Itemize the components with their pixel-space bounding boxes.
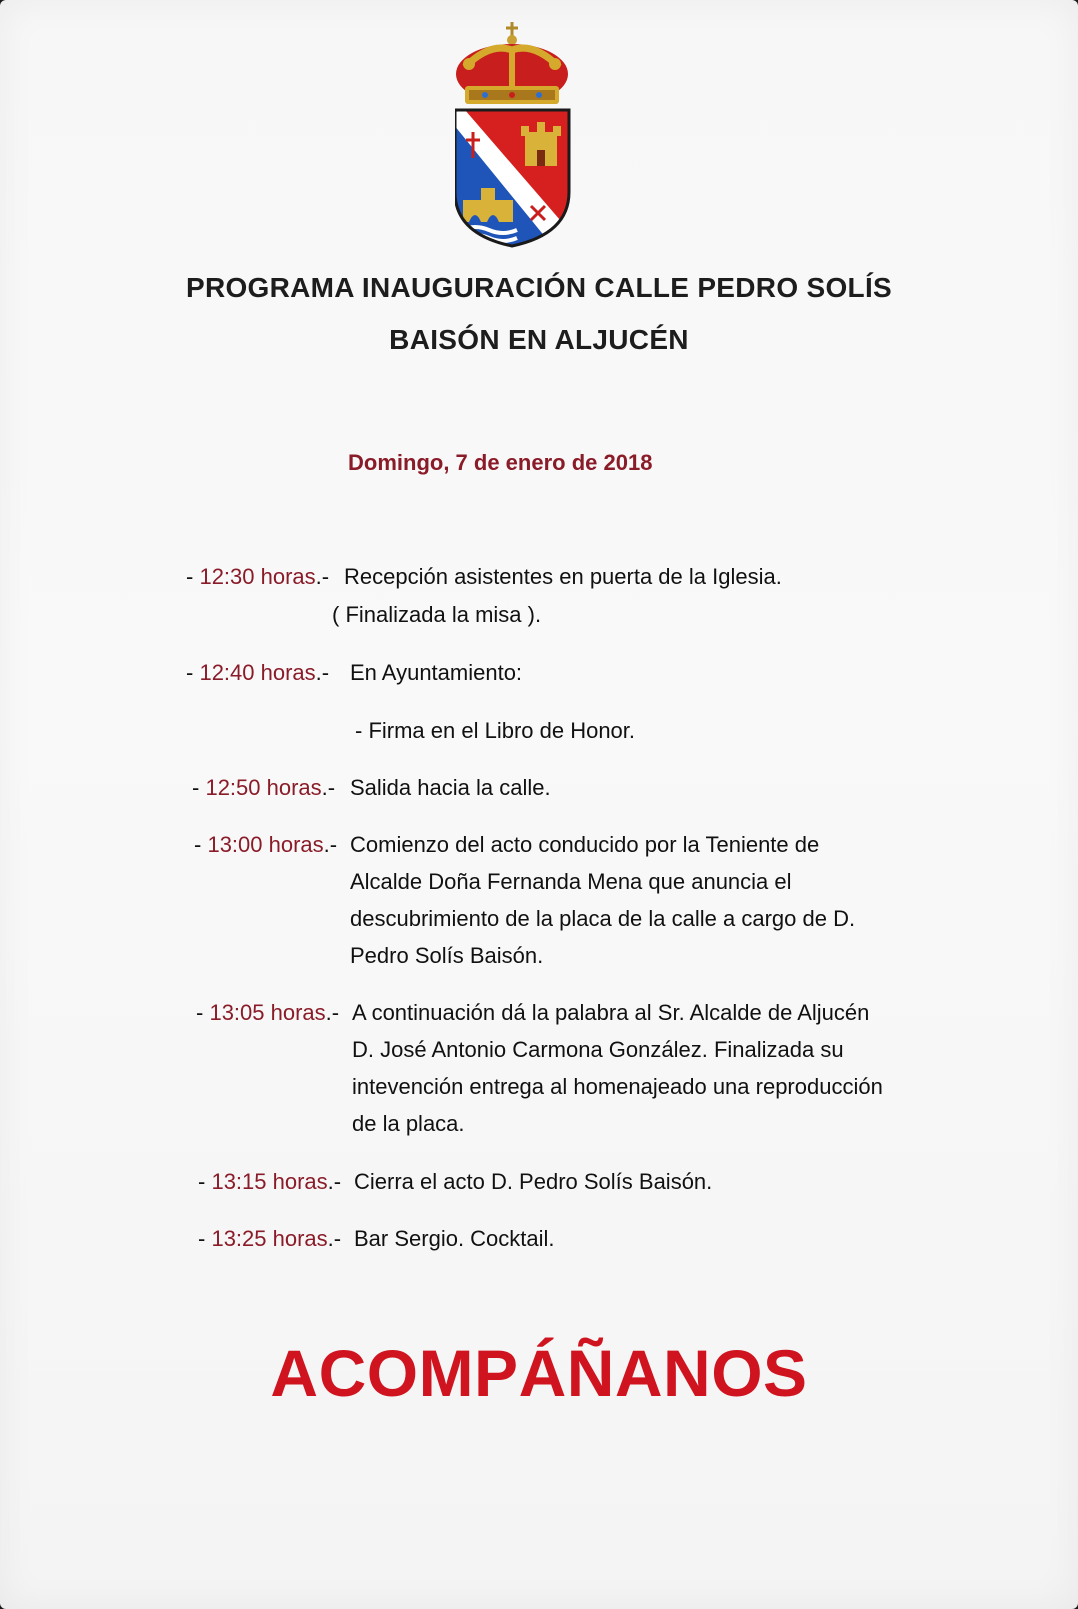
coat-of-arms-icon bbox=[455, 22, 585, 254]
schedule-time: - 12:40 horas.- bbox=[186, 660, 330, 685]
schedule-time: - 13:15 horas.- bbox=[198, 1169, 342, 1194]
schedule-item bbox=[350, 654, 522, 691]
schedule-hour: 12:50 horas bbox=[205, 775, 322, 800]
schedule-hour: 13:05 horas bbox=[209, 1000, 326, 1025]
schedule-item bbox=[350, 826, 855, 974]
schedule-line: Pedro Solís Baisón. bbox=[350, 943, 544, 968]
schedule-line: ( Finalizada la misa ). bbox=[332, 602, 542, 627]
schedule-item bbox=[355, 712, 635, 749]
schedule-item bbox=[352, 994, 883, 1142]
invitation-heading: ACOMPÁÑANOS bbox=[270, 1336, 808, 1410]
schedule-line: D. José Antonio Carmona González. Finalizada su bbox=[352, 1037, 844, 1062]
schedule-item bbox=[332, 596, 541, 633]
schedule-line: Salida hacia la calle. bbox=[350, 775, 551, 800]
schedule-hour: 13:25 horas bbox=[211, 1226, 328, 1251]
schedule-item bbox=[354, 1163, 712, 1200]
schedule-hour: 12:30 horas bbox=[199, 564, 316, 589]
schedule-hour: 13:00 horas bbox=[207, 832, 324, 857]
program-title: PROGRAMA INAUGURACIÓN CALLE PEDRO SOLÍS bbox=[185, 272, 892, 303]
schedule-line: - Firma en el Libro de Honor. bbox=[355, 718, 636, 743]
schedule-line: En Ayuntamiento: bbox=[350, 660, 523, 685]
schedule-time: - 12:50 horas.- bbox=[192, 775, 336, 800]
schedule-line: Alcalde Doña Fernanda Mena que anuncia el bbox=[350, 869, 792, 894]
program-subtitle: BAISÓN EN ALJUCÉN bbox=[389, 324, 689, 355]
schedule-line: Cierra el acto D. Pedro Solís Baisón. bbox=[354, 1169, 713, 1194]
schedule-line: Comienzo del acto conducido por la Teniente de bbox=[350, 832, 820, 857]
event-date: Domingo, 7 de enero de 2018 bbox=[348, 450, 653, 475]
schedule-time: - 13:25 horas.- bbox=[198, 1226, 342, 1251]
schedule-line: intevención entrega al homenajeado una reproducción bbox=[352, 1074, 883, 1099]
schedule-line: A continuación dá la palabra al Sr. Alcalde de Aljucén bbox=[352, 1000, 870, 1025]
schedule-item bbox=[350, 769, 551, 806]
schedule-item bbox=[344, 558, 782, 595]
schedule-line: de la placa. bbox=[352, 1111, 465, 1136]
schedule-time: - 13:05 horas.- bbox=[196, 1000, 340, 1025]
schedule-time: - 12:30 horas.- bbox=[186, 564, 330, 589]
schedule-hour: 12:40 horas bbox=[199, 660, 316, 685]
schedule-time: - 13:00 horas.- bbox=[194, 832, 338, 857]
schedule-item bbox=[354, 1220, 555, 1257]
schedule-hour: 13:15 horas bbox=[211, 1169, 328, 1194]
schedule-line: Bar Sergio. Cocktail. bbox=[354, 1226, 555, 1251]
schedule-line: descubrimiento de la placa de la calle a cargo de D. bbox=[350, 906, 856, 931]
schedule-line: Recepción asistentes en puerta de la Iglesia. bbox=[344, 564, 782, 589]
